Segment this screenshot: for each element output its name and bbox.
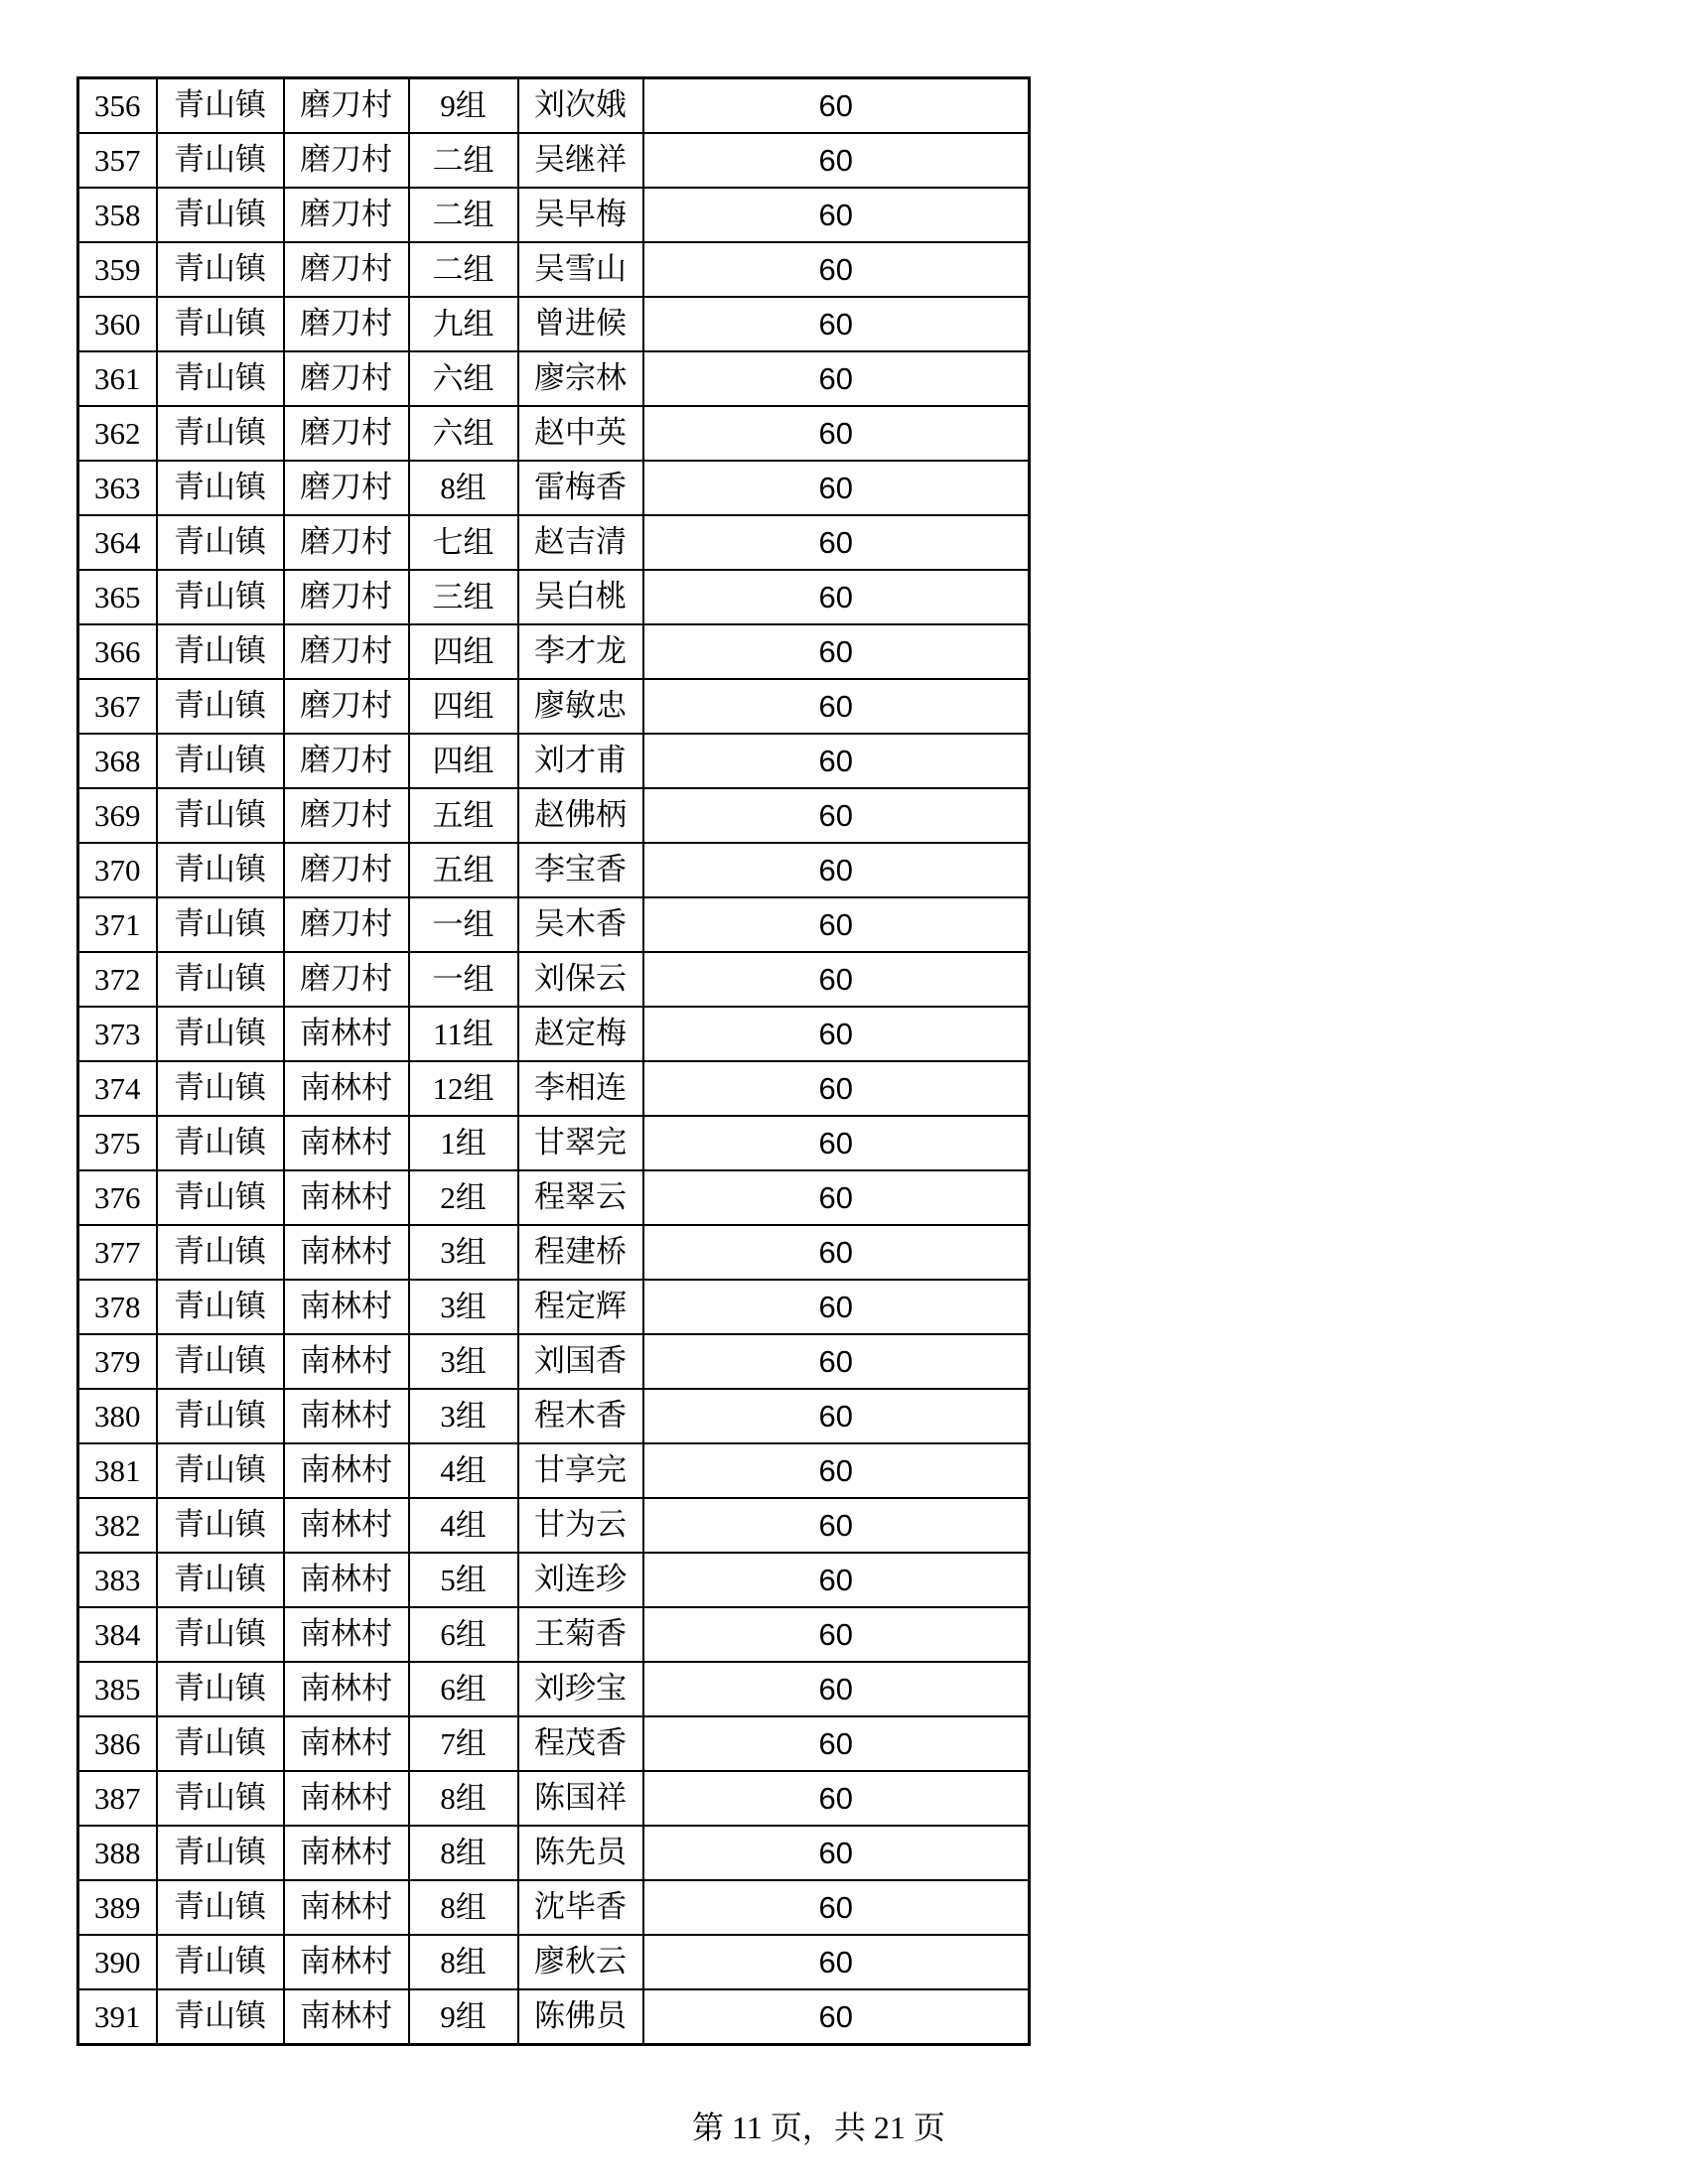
row-number-cell: 386 [78, 1716, 157, 1771]
group-cell: 3组 [409, 1225, 518, 1280]
group-cell: 1组 [409, 1116, 518, 1170]
person-name-cell: 吴白桃 [518, 570, 643, 624]
table-row [78, 1826, 1030, 1880]
village-cell: 南林村 [284, 1880, 409, 1935]
table-row [78, 1334, 1030, 1389]
town-cell: 青山镇 [157, 679, 284, 734]
amount-cell: 60 [643, 897, 1030, 952]
town-cell: 青山镇 [157, 1225, 284, 1280]
amount-cell: 60 [643, 1007, 1030, 1061]
person-name-cell: 廖敏忠 [518, 679, 643, 734]
table-row [78, 1935, 1030, 1989]
amount-cell: 60 [643, 1116, 1030, 1170]
table-row [78, 78, 1030, 134]
person-name-cell: 刘保云 [518, 952, 643, 1007]
person-name-cell: 吴雪山 [518, 242, 643, 297]
group-cell: 四组 [409, 734, 518, 788]
table-row [78, 1443, 1030, 1498]
amount-cell: 60 [643, 1935, 1030, 1989]
table-row [78, 242, 1030, 297]
person-name-cell: 吴木香 [518, 897, 643, 952]
amount-cell: 60 [643, 1607, 1030, 1662]
person-name-cell: 程木香 [518, 1389, 643, 1443]
person-name-cell: 吴继祥 [518, 133, 643, 188]
person-name-cell: 程定辉 [518, 1280, 643, 1334]
row-number-cell: 385 [78, 1662, 157, 1716]
group-cell: 5组 [409, 1553, 518, 1607]
group-cell: 三组 [409, 570, 518, 624]
person-name-cell: 陈先员 [518, 1826, 643, 1880]
town-cell: 青山镇 [157, 1662, 284, 1716]
village-cell: 磨刀村 [284, 570, 409, 624]
group-cell: 3组 [409, 1280, 518, 1334]
group-cell: 五组 [409, 788, 518, 843]
beneficiary-table [76, 76, 1031, 2046]
town-cell: 青山镇 [157, 897, 284, 952]
amount-cell: 60 [643, 1662, 1030, 1716]
row-number-cell: 391 [78, 1989, 157, 2045]
amount-cell: 60 [643, 1443, 1030, 1498]
group-cell: 一组 [409, 897, 518, 952]
table-row [78, 843, 1030, 897]
person-name-cell: 王菊香 [518, 1607, 643, 1662]
row-number-cell: 356 [78, 78, 157, 134]
group-cell: 五组 [409, 843, 518, 897]
village-cell: 磨刀村 [284, 351, 409, 406]
person-name-cell: 廖宗林 [518, 351, 643, 406]
person-name-cell: 赵佛柄 [518, 788, 643, 843]
amount-cell: 60 [643, 351, 1030, 406]
town-cell: 青山镇 [157, 1280, 284, 1334]
row-number-cell: 379 [78, 1334, 157, 1389]
village-cell: 磨刀村 [284, 734, 409, 788]
amount-cell: 60 [643, 461, 1030, 515]
village-cell: 磨刀村 [284, 297, 409, 351]
person-name-cell: 李宝香 [518, 843, 643, 897]
group-cell: 11组 [409, 1007, 518, 1061]
village-cell: 南林村 [284, 1662, 409, 1716]
person-name-cell: 刘珍宝 [518, 1662, 643, 1716]
town-cell: 青山镇 [157, 788, 284, 843]
row-number-cell: 372 [78, 952, 157, 1007]
person-name-cell: 曾进候 [518, 297, 643, 351]
table-row [78, 515, 1030, 570]
table-row [78, 1170, 1030, 1225]
person-name-cell: 程建桥 [518, 1225, 643, 1280]
row-number-cell: 382 [78, 1498, 157, 1553]
amount-cell: 60 [643, 1716, 1030, 1771]
row-number-cell: 383 [78, 1553, 157, 1607]
group-cell: 8组 [409, 461, 518, 515]
amount-cell: 60 [643, 1061, 1030, 1116]
town-cell: 青山镇 [157, 188, 284, 242]
town-cell: 青山镇 [157, 1007, 284, 1061]
table-row [78, 788, 1030, 843]
group-cell: 3组 [409, 1389, 518, 1443]
row-number-cell: 380 [78, 1389, 157, 1443]
row-number-cell: 389 [78, 1880, 157, 1935]
town-cell: 青山镇 [157, 1771, 284, 1826]
row-number-cell: 384 [78, 1607, 157, 1662]
row-number-cell: 367 [78, 679, 157, 734]
table-row [78, 297, 1030, 351]
row-number-cell: 361 [78, 351, 157, 406]
row-number-cell: 374 [78, 1061, 157, 1116]
village-cell: 磨刀村 [284, 133, 409, 188]
amount-cell: 60 [643, 188, 1030, 242]
village-cell: 磨刀村 [284, 843, 409, 897]
person-name-cell: 赵吉清 [518, 515, 643, 570]
village-cell: 南林村 [284, 1771, 409, 1826]
person-name-cell: 刘国香 [518, 1334, 643, 1389]
row-number-cell: 366 [78, 624, 157, 679]
table-row [78, 406, 1030, 461]
table-row [78, 624, 1030, 679]
village-cell: 南林村 [284, 1826, 409, 1880]
village-cell: 磨刀村 [284, 78, 409, 134]
table-row [78, 734, 1030, 788]
amount-cell: 60 [643, 1771, 1030, 1826]
town-cell: 青山镇 [157, 570, 284, 624]
village-cell: 南林村 [284, 1607, 409, 1662]
town-cell: 青山镇 [157, 1389, 284, 1443]
amount-cell: 60 [643, 1225, 1030, 1280]
town-cell: 青山镇 [157, 515, 284, 570]
table-body [78, 78, 1030, 2045]
row-number-cell: 365 [78, 570, 157, 624]
town-cell: 青山镇 [157, 351, 284, 406]
town-cell: 青山镇 [157, 1935, 284, 1989]
page-footer: 第 11 页，共 21 页 [692, 2110, 945, 2145]
amount-cell: 60 [643, 734, 1030, 788]
row-number-cell: 373 [78, 1007, 157, 1061]
amount-cell: 60 [643, 843, 1030, 897]
amount-cell: 60 [643, 1334, 1030, 1389]
village-cell: 磨刀村 [284, 242, 409, 297]
amount-cell: 60 [643, 1989, 1030, 2045]
row-number-cell: 376 [78, 1170, 157, 1225]
group-cell: 二组 [409, 242, 518, 297]
group-cell: 一组 [409, 952, 518, 1007]
group-cell: 二组 [409, 188, 518, 242]
amount-cell: 60 [643, 788, 1030, 843]
village-cell: 南林村 [284, 1935, 409, 1989]
group-cell: 七组 [409, 515, 518, 570]
row-number-cell: 358 [78, 188, 157, 242]
village-cell: 南林村 [284, 1716, 409, 1771]
town-cell: 青山镇 [157, 1061, 284, 1116]
person-name-cell: 李相连 [518, 1061, 643, 1116]
table-row [78, 897, 1030, 952]
row-number-cell: 360 [78, 297, 157, 351]
amount-cell: 60 [643, 1880, 1030, 1935]
group-cell: 9组 [409, 1989, 518, 2045]
village-cell: 南林村 [284, 1007, 409, 1061]
village-cell: 南林村 [284, 1170, 409, 1225]
town-cell: 青山镇 [157, 1443, 284, 1498]
person-name-cell: 沈毕香 [518, 1880, 643, 1935]
table-row [78, 1607, 1030, 1662]
amount-cell: 60 [643, 515, 1030, 570]
town-cell: 青山镇 [157, 843, 284, 897]
table-row [78, 1007, 1030, 1061]
group-cell: 8组 [409, 1880, 518, 1935]
person-name-cell: 雷梅香 [518, 461, 643, 515]
amount-cell: 60 [643, 78, 1030, 134]
group-cell: 4组 [409, 1443, 518, 1498]
person-name-cell: 刘才甫 [518, 734, 643, 788]
amount-cell: 60 [643, 624, 1030, 679]
table-row [78, 1553, 1030, 1607]
amount-cell: 60 [643, 1170, 1030, 1225]
town-cell: 青山镇 [157, 1607, 284, 1662]
table-row [78, 1225, 1030, 1280]
town-cell: 青山镇 [157, 1170, 284, 1225]
town-cell: 青山镇 [157, 1989, 284, 2045]
amount-cell: 60 [643, 406, 1030, 461]
person-name-cell: 李才龙 [518, 624, 643, 679]
table-row [78, 351, 1030, 406]
town-cell: 青山镇 [157, 1334, 284, 1389]
person-name-cell: 赵中英 [518, 406, 643, 461]
table-row [78, 1498, 1030, 1553]
town-cell: 青山镇 [157, 1553, 284, 1607]
village-cell: 南林村 [284, 1989, 409, 2045]
town-cell: 青山镇 [157, 1116, 284, 1170]
person-name-cell: 刘次娥 [518, 78, 643, 134]
village-cell: 南林村 [284, 1280, 409, 1334]
row-number-cell: 377 [78, 1225, 157, 1280]
row-number-cell: 387 [78, 1771, 157, 1826]
group-cell: 3组 [409, 1334, 518, 1389]
town-cell: 青山镇 [157, 952, 284, 1007]
town-cell: 青山镇 [157, 133, 284, 188]
village-cell: 磨刀村 [284, 788, 409, 843]
village-cell: 南林村 [284, 1061, 409, 1116]
village-cell: 磨刀村 [284, 624, 409, 679]
group-cell: 六组 [409, 406, 518, 461]
town-cell: 青山镇 [157, 1498, 284, 1553]
table-row [78, 1389, 1030, 1443]
village-cell: 南林村 [284, 1116, 409, 1170]
row-number-cell: 362 [78, 406, 157, 461]
town-cell: 青山镇 [157, 734, 284, 788]
group-cell: 9组 [409, 78, 518, 134]
amount-cell: 60 [643, 1280, 1030, 1334]
group-cell: 7组 [409, 1716, 518, 1771]
person-name-cell: 甘翠完 [518, 1116, 643, 1170]
village-cell: 磨刀村 [284, 188, 409, 242]
amount-cell: 60 [643, 1498, 1030, 1553]
row-number-cell: 370 [78, 843, 157, 897]
town-cell: 青山镇 [157, 297, 284, 351]
table-row [78, 133, 1030, 188]
person-name-cell: 甘享完 [518, 1443, 643, 1498]
table-row [78, 1771, 1030, 1826]
village-cell: 磨刀村 [284, 952, 409, 1007]
table-row [78, 952, 1030, 1007]
table-row [78, 679, 1030, 734]
amount-cell: 60 [643, 570, 1030, 624]
table-row [78, 1280, 1030, 1334]
row-number-cell: 359 [78, 242, 157, 297]
amount-cell: 60 [643, 1389, 1030, 1443]
village-cell: 磨刀村 [284, 897, 409, 952]
row-number-cell: 368 [78, 734, 157, 788]
amount-cell: 60 [643, 133, 1030, 188]
table-row [78, 1116, 1030, 1170]
group-cell: 四组 [409, 624, 518, 679]
person-name-cell: 吴早梅 [518, 188, 643, 242]
amount-cell: 60 [643, 1553, 1030, 1607]
amount-cell: 60 [643, 242, 1030, 297]
town-cell: 青山镇 [157, 1826, 284, 1880]
table-row [78, 1716, 1030, 1771]
amount-cell: 60 [643, 1826, 1030, 1880]
row-number-cell: 371 [78, 897, 157, 952]
village-cell: 磨刀村 [284, 406, 409, 461]
group-cell: 4组 [409, 1498, 518, 1553]
person-name-cell: 甘为云 [518, 1498, 643, 1553]
person-name-cell: 廖秋云 [518, 1935, 643, 1989]
group-cell: 九组 [409, 297, 518, 351]
table-row [78, 461, 1030, 515]
group-cell: 8组 [409, 1826, 518, 1880]
village-cell: 南林村 [284, 1334, 409, 1389]
row-number-cell: 357 [78, 133, 157, 188]
group-cell: 12组 [409, 1061, 518, 1116]
person-name-cell: 程翠云 [518, 1170, 643, 1225]
row-number-cell: 390 [78, 1935, 157, 1989]
row-number-cell: 378 [78, 1280, 157, 1334]
group-cell: 6组 [409, 1607, 518, 1662]
person-name-cell: 陈国祥 [518, 1771, 643, 1826]
group-cell: 6组 [409, 1662, 518, 1716]
village-cell: 南林村 [284, 1225, 409, 1280]
village-cell: 南林村 [284, 1553, 409, 1607]
village-cell: 南林村 [284, 1443, 409, 1498]
town-cell: 青山镇 [157, 406, 284, 461]
person-name-cell: 赵定梅 [518, 1007, 643, 1061]
group-cell: 8组 [409, 1771, 518, 1826]
table-row [78, 1662, 1030, 1716]
town-cell: 青山镇 [157, 242, 284, 297]
village-cell: 磨刀村 [284, 679, 409, 734]
table-row [78, 1061, 1030, 1116]
group-cell: 六组 [409, 351, 518, 406]
row-number-cell: 363 [78, 461, 157, 515]
group-cell: 四组 [409, 679, 518, 734]
person-name-cell: 程茂香 [518, 1716, 643, 1771]
row-number-cell: 381 [78, 1443, 157, 1498]
town-cell: 青山镇 [157, 1716, 284, 1771]
row-number-cell: 364 [78, 515, 157, 570]
town-cell: 青山镇 [157, 624, 284, 679]
group-cell: 2组 [409, 1170, 518, 1225]
person-name-cell: 刘连珍 [518, 1553, 643, 1607]
village-cell: 磨刀村 [284, 461, 409, 515]
town-cell: 青山镇 [157, 461, 284, 515]
town-cell: 青山镇 [157, 78, 284, 134]
group-cell: 二组 [409, 133, 518, 188]
row-number-cell: 369 [78, 788, 157, 843]
row-number-cell: 388 [78, 1826, 157, 1880]
row-number-cell: 375 [78, 1116, 157, 1170]
amount-cell: 60 [643, 297, 1030, 351]
village-cell: 南林村 [284, 1389, 409, 1443]
person-name-cell: 陈佛员 [518, 1989, 643, 2045]
group-cell: 8组 [409, 1935, 518, 1989]
table-row [78, 1989, 1030, 2045]
amount-cell: 60 [643, 952, 1030, 1007]
table-row [78, 1880, 1030, 1935]
town-cell: 青山镇 [157, 1880, 284, 1935]
village-cell: 南林村 [284, 1498, 409, 1553]
village-cell: 磨刀村 [284, 515, 409, 570]
amount-cell: 60 [643, 679, 1030, 734]
table-row [78, 570, 1030, 624]
table-row [78, 188, 1030, 242]
